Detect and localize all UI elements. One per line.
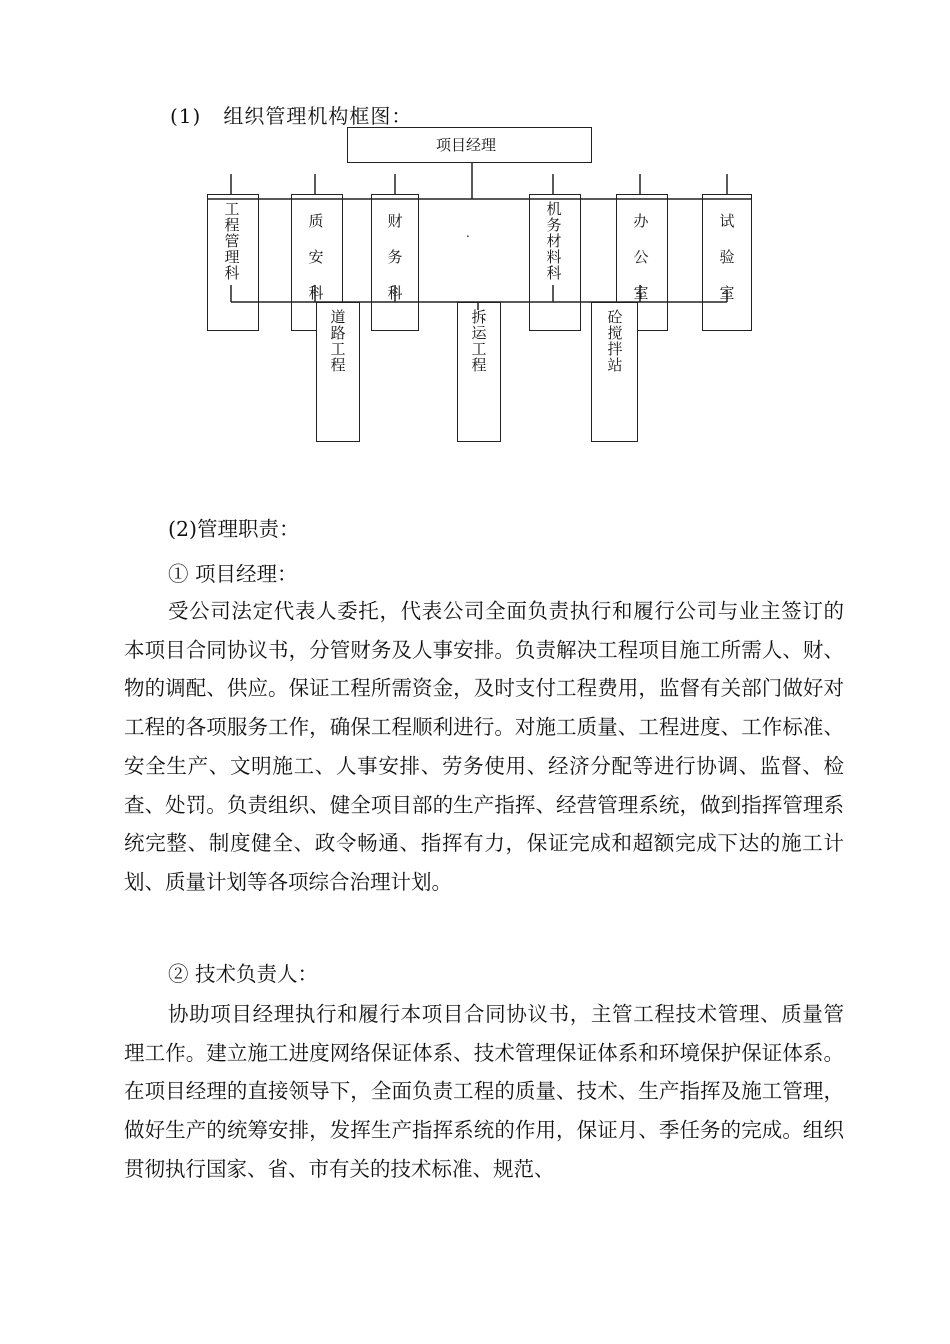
dept-label: 道路工程 [330,308,346,374]
section-number: (1) [170,104,202,128]
dept-box-machinery-materials [529,194,581,331]
section-title: 组织管理机构框图： [223,104,413,128]
dept-box-concrete-station [591,302,638,442]
dept-label: 拆运工程 [471,308,487,374]
section2-title: (2)管理职责： [168,517,300,541]
item1-paragraph: 受公司法定代表人委托，代表公司全面负责执行和履行公司与业主签订的本项目合同协议书，分管财务及人事安排。负责解决工程项目施工所需人、财、物的调配、供应。保证工程所需资金，及时支付工程费用，监督有关部门做好对工程的各项服务工作，确保工程顺利进行。对施工质量、工程进度、工作标准、安全生产、文明施工、人事安排、劳务使用、经济分配等进行协调、监督、检查、处罚。负责组织、健全项目部的生产指挥、经营管理系统，做到指挥管理系统完整、制度健全、政令畅通、指挥有力，保证完成和超额完成下达的施工计划、质量计划等各项综合治理计划。 [124,599,844,894]
item2-paragraph: 协助项目经理执行和履行本项目合同协议书，主管工程技术管理、质量管理工作。建立施工进度网络保证体系、技术管理保证体系和环境保护保证体系。在项目经理的直接领导下，全面负责工程的质量、技术、生产指挥及施工管理，做好生产的统筹安排，发挥生产指挥系统的作用，保证月、季任务的完成。组织贯彻执行国家、省、市有关的技术标准、规范、 [124,1002,844,1181]
dept-label: 财务科 [387,212,403,302]
item2-title: ② 技术负责人： [168,962,319,986]
dept-label: 工程管理科 [224,200,240,282]
dept-box-demolition-transport [457,302,501,442]
chart-dot: . [466,226,470,240]
item1-title: ① 项目经理： [168,562,298,586]
chart-top-box [347,127,592,163]
dept-label: 砼搅拌站 [607,308,623,374]
dept-box-engineering [207,194,259,331]
chart-top-label: 项目经理 [436,136,497,154]
dept-box-road-engineering [316,302,360,442]
dept-box-finance [371,194,419,331]
dept-box-laboratory [702,194,752,331]
item1-body [124,592,844,902]
dept-label: 办公室 [633,212,649,302]
dept-label: 试验室 [719,212,735,302]
dept-label: 质安科 [308,212,324,302]
item2-body [124,995,844,1189]
dept-label: 机务材料科 [546,200,562,282]
